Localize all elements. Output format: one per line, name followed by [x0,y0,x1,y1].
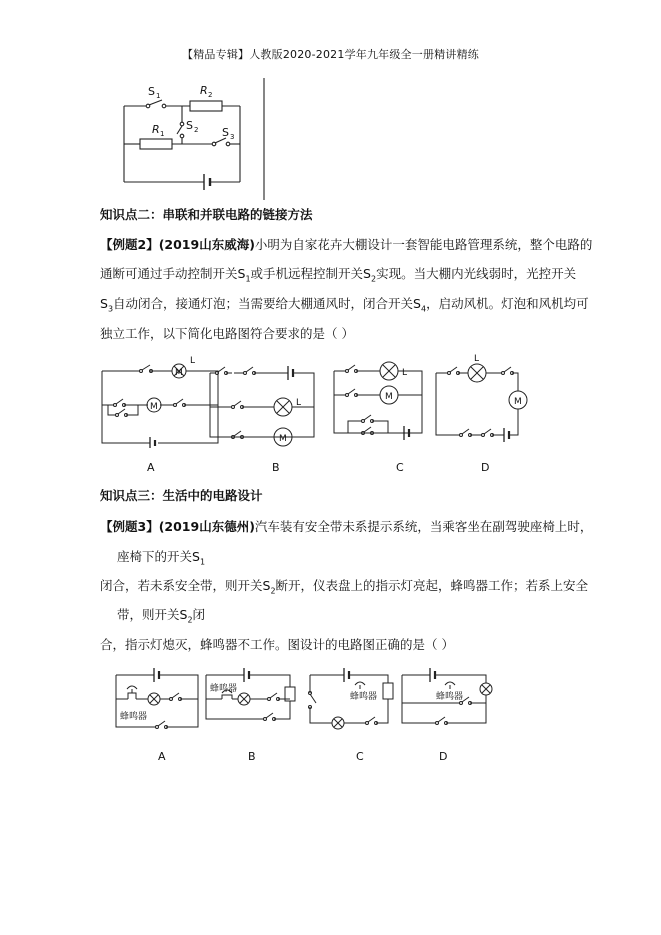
lamp-label: L [474,354,480,364]
label-r: R [200,84,208,97]
example3-line3 [100,578,588,600]
circuit-figure-top [100,78,270,202]
option-label: A [147,461,155,474]
option-label: D [439,750,448,763]
option-label: A [158,750,166,763]
buzzer-label: 蜂鸣器 [436,692,464,702]
subscript: 2 [187,615,193,625]
text: 实现。当大棚内光线弱时，光控开关 [376,266,577,281]
example2-line4: 独立工作，以下简化电路图符合要求的是（ ） [100,326,354,341]
motor-label: M [279,434,287,444]
motor-label: M [175,368,183,378]
example2-line2 [100,266,576,288]
label-s: S [148,85,155,98]
option-label: D [481,461,490,474]
motor-label: M [150,402,158,412]
example2-line1 [100,237,592,253]
example-tag: 【例题3】(2019山东德州) [100,519,255,534]
page-header: 【精品专辑】人教版2020-2021学年九年级全一册精讲精练 [182,48,479,61]
example3-line5: 合，指示灯熄灭，蜂鸣器不工作。图设计的电路图正确的是（ ） [100,637,454,652]
subscript: 1 [245,274,251,284]
subscript: 2 [270,586,276,596]
text: ，启动风机。灯泡和风机均可 [426,296,589,311]
buzzer-label: 蜂鸣器 [120,712,148,722]
subscript: 1 [199,557,206,567]
text: 汽车装有安全带未系提示系统，当乘客坐在副驾驶座椅上时， [254,519,593,534]
label-s: S [222,126,229,139]
example3-line1 [100,519,592,535]
option-label: C [356,750,364,763]
label-sub: 1 [156,92,161,100]
option-label: B [248,750,256,763]
label-sub: 2 [208,91,213,99]
text: 座椅下的开关S [117,549,200,564]
label-s: S [186,119,193,132]
text: 闭合，若未系安全带，则开关S [100,578,271,593]
section-title: 知识点三：生活中的电路设计 [100,488,263,503]
text: 自动闭合，接通灯泡；当需要给大棚通风时，闭合开关S [113,296,421,311]
example3-line2 [117,549,205,571]
motor-label: M [514,397,522,407]
text: 闭 [192,607,206,622]
text: 带，则开关S [117,607,188,622]
lamp-label: L [190,356,196,366]
option-label: B [272,461,280,474]
text: 通断可通过手动控制开关S [100,266,246,281]
subscript: 3 [107,304,114,314]
example2-line3 [100,296,589,318]
label-sub: 2 [194,126,199,134]
example3-line4 [117,607,205,629]
section-title: 知识点二：串联和并联电路的链接方法 [100,207,313,222]
text: 小明为自家花卉大棚设计一套智能电路管理系统，整个电路的 [254,237,593,252]
text: 或手机远程控制开关S [250,266,371,281]
label-r: R [152,123,160,136]
motor-label: M [385,392,393,402]
example3-circuits [110,663,500,745]
option-label: C [396,461,404,474]
buzzer-label: 蜂鸣器 [350,692,378,702]
text: 断开，仪表盘上的指示灯亮起，蜂鸣器工作；若系上安全 [275,578,589,593]
lamp-label: L [402,368,408,378]
subscript: 4 [420,304,427,314]
subscript: 2 [370,274,377,284]
label-sub: 3 [230,133,235,141]
example-tag: 【例题2】(2019山东威海) [100,237,255,252]
lamp-label: L [296,398,302,408]
label-sub: 1 [160,130,165,138]
buzzer-label: 蜂鸣器 [210,684,238,694]
example2-circuits [98,353,538,448]
text: S [100,296,108,311]
